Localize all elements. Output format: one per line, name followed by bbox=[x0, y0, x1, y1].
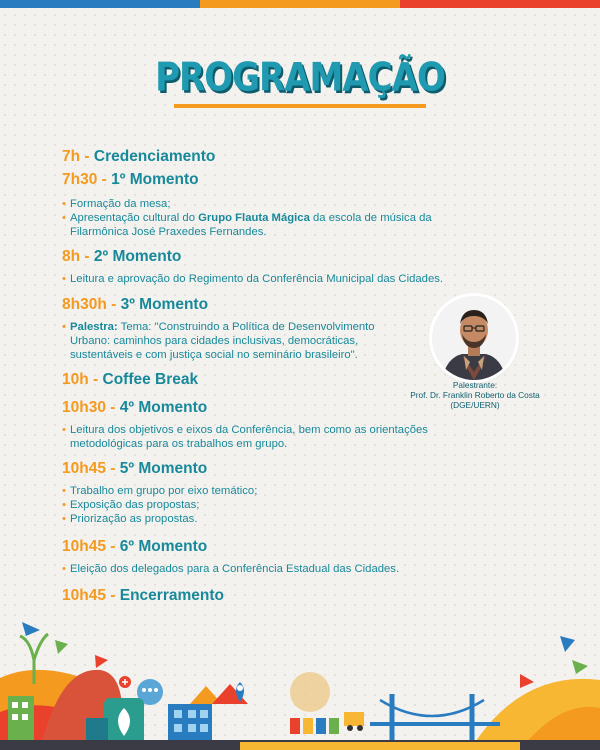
schedule-item-coffee: 10h - Coffee Break bbox=[62, 371, 199, 388]
recycle-bin-icon bbox=[303, 718, 313, 734]
label: 5º Momento bbox=[119, 460, 208, 477]
bullet: • Trabalho em grupo por eixo temático; bbox=[62, 484, 502, 498]
schedule-item-end: 10h45 - Encerramento bbox=[62, 587, 224, 604]
bullet: • Eleição dos delegados para a Conferência Estadual das Cidades. bbox=[62, 562, 502, 576]
title-block bbox=[0, 55, 600, 101]
schedule-item-m3: 8h30h - 3º Momento • Palestra: Tema: "Construindo a Política de Desenvolvimento Urbano: caminhos para cidades inclusivas, democráticas, sustentáveis e com justiça social no seminário brasileiro". bbox=[62, 296, 502, 362]
bullet: • Formação da mesa; bbox=[62, 197, 502, 211]
page-title: PROGRAMAÇÃO bbox=[155, 55, 445, 101]
schedule-list bbox=[62, 148, 502, 605]
speaker-caption-name: Prof. Dr. Franklin Roberto da Costa bbox=[410, 390, 540, 400]
kite-icon bbox=[572, 660, 588, 674]
kite-icon bbox=[520, 674, 534, 688]
time: 10h45 bbox=[62, 587, 106, 604]
speaker-caption bbox=[400, 380, 550, 410]
label: 1º Momento bbox=[111, 171, 199, 188]
time: 10h45 bbox=[62, 460, 106, 477]
schedule-item-m1: 7h30 - 1º Momento • Formação da mesa; • Apresentação cultural do Grupo Flauta Mágica da escola de música da Filarmônica José Praxedes Fernandes. bbox=[62, 171, 502, 239]
truck-icon bbox=[344, 712, 364, 726]
schedule-item-m4: 10h30 - 4º Momento • Leitura dos objetivos e eixos da Conferência, bem como as orientações metodológicas para os trabalhos em grupo. bbox=[62, 399, 502, 451]
schedule-item-m6: 10h45 - 6º Momento • Eleição dos delegados para a Conferência Estadual das Cidades. bbox=[62, 538, 502, 576]
top-color-bar bbox=[0, 0, 600, 8]
bullet: • Exposição das propostas; bbox=[62, 498, 502, 512]
label: Encerramento bbox=[119, 587, 224, 604]
speaker-caption-affiliation: (DGE/UERN) bbox=[450, 400, 500, 410]
kite-icon bbox=[95, 655, 108, 668]
bullet: • Leitura dos objetivos e eixos da Conferência, bem como as orientações metodológicas para os trabalhos em grupo. bbox=[62, 423, 502, 451]
label: 3º Momento bbox=[120, 296, 209, 313]
speaker-caption-role: Palestrante: bbox=[452, 380, 498, 390]
speaker-photo bbox=[432, 296, 516, 380]
recycle-bin-icon bbox=[290, 718, 300, 734]
label: 4º Momento bbox=[119, 399, 208, 416]
recycle-bin-icon bbox=[316, 718, 326, 734]
bullet: • Palestra: Tema: "Construindo a Política de Desenvolvimento Urbano: caminhos para cidades inclusivas, democráticas, sustentáveis e com justiça social no seminário brasileiro". bbox=[62, 320, 502, 362]
time: 10h bbox=[62, 371, 89, 388]
bullet: • Leitura e aprovação do Regimento da Conferência Municipal das Cidades. bbox=[62, 272, 502, 286]
label: Coffee Break bbox=[102, 371, 199, 388]
label: 6º Momento bbox=[119, 538, 208, 555]
title-underline bbox=[174, 104, 426, 108]
time: 7h30 bbox=[62, 171, 98, 188]
label: 2º Momento bbox=[93, 248, 182, 265]
bullet: • Apresentação cultural do Grupo Flauta Mágica da escola de música da Filarmônica José Praxedes Fernandes. bbox=[62, 211, 502, 239]
kite-icon bbox=[22, 622, 40, 636]
time: 10h45 bbox=[62, 538, 106, 555]
time: 7h bbox=[62, 148, 81, 165]
schedule-item-m5: 10h45 - 5º Momento • Trabalho em grupo por eixo temático; • Exposição das propostas; • Priorização as propostas. bbox=[62, 460, 502, 526]
kite-icon bbox=[560, 636, 575, 652]
bullet: • Priorização as propostas. bbox=[62, 512, 502, 526]
kite-icon bbox=[55, 640, 68, 654]
time: 8h30h bbox=[62, 296, 107, 313]
schedule-item-credenciamento: 7h - Credenciamento bbox=[62, 148, 216, 165]
schedule-item-m2: 8h - 2º Momento • Leitura e aprovação do Regimento da Conferência Municipal das Cidades. bbox=[62, 248, 502, 286]
recycle-bin-icon bbox=[329, 718, 339, 734]
city-illustration bbox=[0, 600, 600, 750]
label: Credenciamento bbox=[93, 148, 216, 165]
time: 10h30 bbox=[62, 399, 106, 416]
time: 8h bbox=[62, 248, 81, 265]
